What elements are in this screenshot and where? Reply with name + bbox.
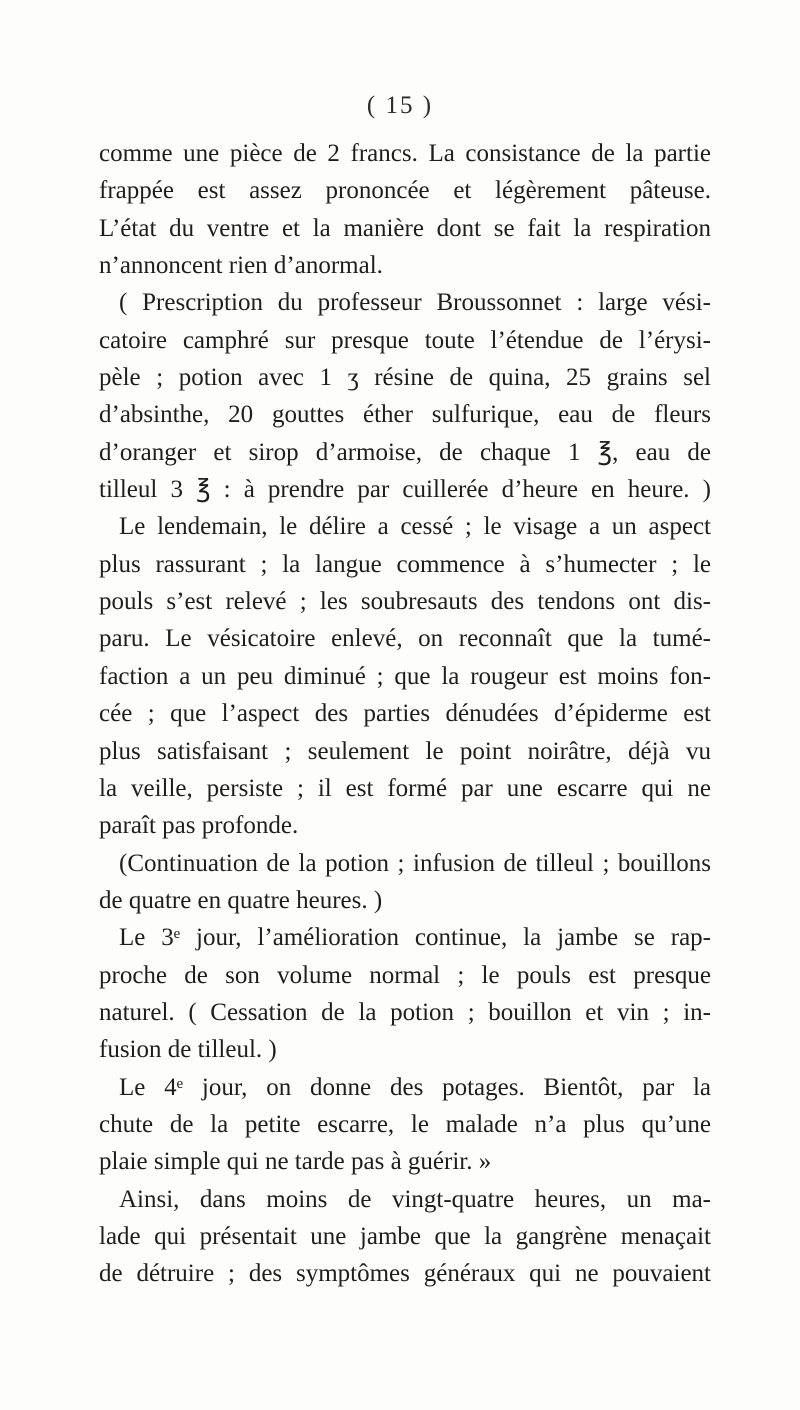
text-line: de détruire ; des symptômes généraux qui ne pouvaient: [99, 1260, 711, 1288]
text-line: L’état du ventre et la manière dont se fait la respiration: [99, 214, 711, 242]
text-line: d’oranger et sirop d’armoise, de chaque 1 ℥, eau de: [99, 438, 711, 466]
text-line: naturel. ( Cessation de la potion ; bouillon et vin ; in-: [99, 998, 711, 1026]
text-line: d’absinthe, 20 gouttes éther sulfurique, eau de fleurs: [99, 401, 711, 429]
text-line: cée ; que l’aspect des parties dénudées d’épiderme est: [99, 700, 711, 728]
text-line: ( Prescription du professeur Broussonnet : large vési-: [119, 289, 711, 317]
text-line: plus satisfaisant ; seulement le point noirâtre, déjà vu: [99, 737, 711, 765]
text-line: Ainsi, dans moins de vingt-quatre heures, un ma-: [119, 1185, 711, 1213]
text-line: Le lendemain, le délire a cessé ; le visage a un aspect: [119, 513, 711, 541]
text-line: tilleul 3 ℥ : à prendre par cuillerée d’heure en heure. ): [99, 476, 711, 504]
text-line: lade qui présentait une jambe que la gangrène menaçait: [99, 1222, 711, 1250]
text-line: fusion de tilleul. ): [99, 1036, 277, 1064]
text-line: Le 4ᵉ jour, on donne des potages. Bientôt, par la: [119, 1073, 711, 1101]
text-line: pouls s’est relevé ; les soubresauts des tendons ont dis-: [99, 588, 711, 616]
text-line: plaie simple qui ne tarde pas à guérir. »: [99, 1148, 492, 1176]
text-line: comme une pièce de 2 francs. La consistance de la partie: [99, 140, 711, 167]
text-line: la veille, persiste ; il est formé par une escarre qui ne: [99, 774, 711, 802]
text-line: paru. Le vésicatoire enlevé, on reconnaît que la tumé-: [99, 625, 711, 653]
text-line: plus rassurant ; la langue commence à s’humecter ; le: [99, 550, 711, 578]
text-line: Le 3ᵉ jour, l’amélioration continue, la jambe se rap-: [119, 924, 711, 952]
text-line: n’annoncent rien d’anormal.: [99, 252, 383, 280]
text-line: (Continuation de la potion ; infusion de tilleul ; bouillons: [119, 849, 711, 877]
body-text: [99, 135, 711, 1293]
page-number: ( 15 ): [366, 92, 434, 119]
text-line: catoire camphré sur presque toute l’étendue de l’érysi-: [99, 326, 711, 354]
text-line: proche de son volume normal ; le pouls est presque: [99, 961, 711, 989]
text-line: paraît pas profonde.: [99, 812, 299, 840]
text-line: de quatre en quatre heures. ): [99, 886, 383, 914]
text-line: faction a un peu diminué ; que la rougeur est moins fon-: [99, 662, 711, 690]
text-line: pèle ; potion avec 1 ʒ résine de quina, 25 grains sel: [99, 364, 711, 392]
text-line: chute de la petite escarre, le malade n’a plus qu’une: [99, 1110, 711, 1138]
text-line: frappée est assez prononcée et légèrement pâteuse.: [99, 177, 711, 205]
